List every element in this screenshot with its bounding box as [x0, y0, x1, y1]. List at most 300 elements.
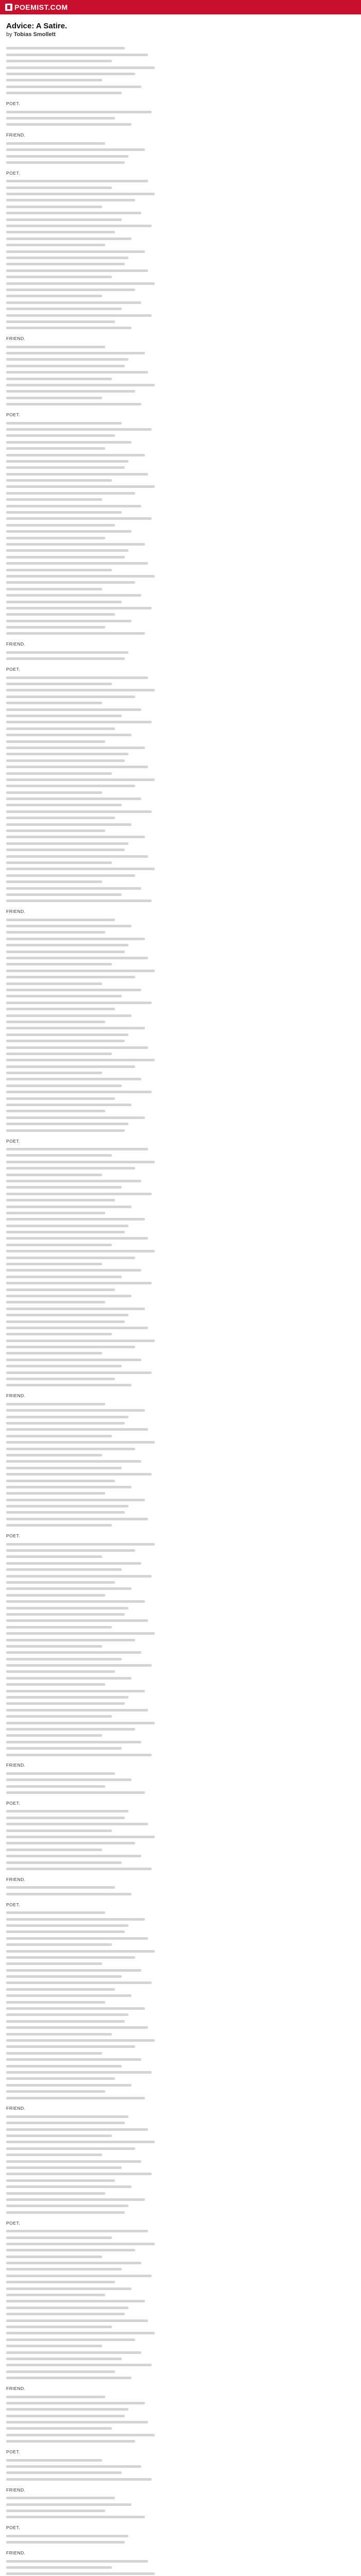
verse-line-placeholder [6, 566, 355, 572]
verse-line-placeholder [6, 2266, 355, 2272]
verse-line-placeholder [6, 521, 355, 528]
verse-line-placeholder [6, 152, 355, 159]
verse-line-placeholder [6, 382, 355, 388]
speaker-label: POET. [6, 2449, 21, 2455]
verse-line-placeholder [6, 2317, 355, 2323]
verse-line-placeholder [6, 2202, 355, 2209]
verse-line-placeholder [6, 470, 355, 477]
stanza [6, 2393, 355, 2444]
stanza [6, 45, 355, 96]
verse-line-placeholder [6, 1229, 355, 1235]
verse-line-placeholder [6, 1681, 355, 1687]
verse-line-placeholder [6, 1165, 355, 1171]
verse-line-placeholder [6, 706, 355, 712]
verse-line-placeholder [6, 2324, 355, 2330]
verse-line-placeholder [6, 2557, 355, 2564]
verse-line-placeholder [6, 2234, 355, 2240]
stanza [6, 419, 355, 636]
verse-line-placeholder [6, 1617, 355, 1623]
verse-line-placeholder [6, 1719, 355, 1725]
verse-line-placeholder [6, 2240, 355, 2246]
verse-line-placeholder [6, 1694, 355, 1700]
verse-line-placeholder [6, 2311, 355, 2317]
verse-line-placeholder [6, 1655, 355, 1662]
verse-line-placeholder [6, 2507, 355, 2514]
verse-line-placeholder [6, 1280, 355, 1286]
verse-line-placeholder [6, 90, 355, 96]
verse-line-placeholder [6, 2190, 355, 2196]
verse-line-placeholder [6, 1979, 355, 1986]
verse-line-placeholder [6, 2164, 355, 2171]
verse-line-placeholder [6, 1572, 355, 1579]
verse-line-placeholder [6, 1992, 355, 1998]
verse-line-placeholder [6, 1261, 355, 1267]
verse-line-placeholder [6, 1732, 355, 1738]
verse-line-placeholder [6, 318, 355, 324]
verse-line-placeholder [6, 2285, 355, 2291]
verse-line-placeholder [6, 999, 355, 1005]
verse-line-placeholder [6, 827, 355, 834]
verse-line-placeholder [6, 604, 355, 611]
verse-line-placeholder [6, 2151, 355, 2158]
verse-line-placeholder [6, 477, 355, 483]
verse-line-placeholder [6, 1152, 355, 1158]
speaker-label: FRIEND. [6, 2550, 26, 2556]
verse-line-placeholder [6, 1407, 355, 1413]
verse-line-placeholder [6, 356, 355, 362]
verse-line-placeholder [6, 496, 355, 502]
speaker-label: FRIEND. [6, 336, 26, 342]
verse-line-placeholder [6, 2177, 355, 2183]
verse-line-placeholder [6, 2037, 355, 2043]
verse-line-placeholder [6, 2456, 355, 2463]
verse-line-placeholder [6, 967, 355, 973]
verse-line-placeholder [6, 1464, 355, 1470]
stanza [6, 1808, 355, 1872]
verse-line-placeholder [6, 713, 355, 719]
verse-line-placeholder [6, 2463, 355, 2469]
verse-line-placeholder [6, 2495, 355, 2501]
verse-line-placeholder [6, 2094, 355, 2100]
stanza [6, 2495, 355, 2520]
speaker-label: POET. [6, 2220, 21, 2226]
verse-line-placeholder [6, 1076, 355, 1082]
verse-line-placeholder [6, 2056, 355, 2062]
verse-line-placeholder [6, 2349, 355, 2355]
stanza [6, 178, 355, 331]
verse-line-placeholder [6, 1814, 355, 1820]
verse-line-placeholder [6, 159, 355, 165]
verse-line-placeholder [6, 1928, 355, 1935]
verse-line-placeholder [6, 1190, 355, 1196]
verse-line-placeholder [6, 1063, 355, 1069]
site-header [0, 0, 361, 14]
verse-line-placeholder [6, 1376, 355, 1382]
verse-line-placeholder [6, 1515, 355, 1521]
poem-title: Advice: A Satire. [6, 22, 68, 30]
verse-line-placeholder [6, 993, 355, 999]
verse-line-placeholder [6, 2419, 355, 2425]
verse-line-placeholder [6, 815, 355, 821]
verse-line-placeholder [6, 83, 355, 89]
verse-line-placeholder [6, 719, 355, 725]
verse-line-placeholder [6, 1503, 355, 1509]
verse-line-placeholder [6, 1012, 355, 1018]
verse-line-placeholder [6, 1184, 355, 1190]
verse-line-placeholder [6, 1954, 355, 1960]
speaker-label: FRIEND. [6, 1762, 26, 1768]
verse-line-placeholder [6, 1935, 355, 1941]
verse-line-placeholder [6, 1197, 355, 1203]
verse-line-placeholder [6, 1432, 355, 1438]
verse-line-placeholder [6, 1553, 355, 1560]
poem-content [0, 14, 361, 2576]
verse-line-placeholder [6, 1630, 355, 1636]
verse-line-placeholder [6, 438, 355, 445]
verse-line-placeholder [6, 2343, 355, 2349]
verse-line-placeholder [6, 203, 355, 209]
verse-line-placeholder [6, 2049, 355, 2056]
verse-line-placeholder [6, 2030, 355, 2037]
verse-line-placeholder [6, 1922, 355, 1928]
verse-line-placeholder [6, 1483, 355, 1489]
verse-line-placeholder [6, 1611, 355, 1617]
verse-line-placeholder [6, 146, 355, 152]
verse-line-placeholder [6, 261, 355, 267]
verse-line-placeholder [6, 1363, 355, 1369]
verse-line-placeholder [6, 1941, 355, 1947]
verse-line-placeholder [6, 445, 355, 451]
verse-line-placeholder [6, 1121, 355, 1127]
verse-line-placeholder [6, 732, 355, 738]
speaker-label: POET. [6, 1801, 21, 1806]
speaker-label: POET. [6, 1902, 21, 1907]
verse-line-placeholder [6, 64, 355, 70]
verse-line-placeholder [6, 955, 355, 961]
verse-line-placeholder [6, 432, 355, 438]
verse-line-placeholder [6, 2081, 355, 2088]
verse-line-placeholder [6, 2304, 355, 2310]
verse-line-placeholder [6, 821, 355, 827]
verse-line-placeholder [6, 394, 355, 400]
verse-line-placeholder [6, 681, 355, 687]
verse-line-placeholder [6, 2018, 355, 2024]
verse-line-placeholder [6, 592, 355, 598]
verse-line-placeholder [6, 2062, 355, 2069]
speaker-label: POET. [6, 412, 21, 418]
speaker-label: FRIEND. [6, 1876, 26, 1882]
speaker-label: POET. [6, 1138, 21, 1144]
verse-line-placeholder [6, 312, 355, 318]
verse-line-placeholder [6, 1452, 355, 1458]
verse-line-placeholder [6, 1713, 355, 1719]
site-logo[interactable] [5, 3, 68, 11]
verse-line-placeholder [6, 757, 355, 763]
verse-line-placeholder [6, 1216, 355, 1222]
stanza [6, 1540, 355, 1757]
verse-line-placeholder [6, 2043, 355, 2049]
verse-line-placeholder [6, 2139, 355, 2145]
stanza [6, 2557, 355, 2576]
verse-line-placeholder [6, 115, 355, 121]
verse-line-placeholder [6, 2532, 355, 2538]
verse-line-placeholder [6, 1827, 355, 1833]
stanza [6, 2228, 355, 2381]
verse-line-placeholder [6, 286, 355, 293]
poemist-logo-icon [5, 4, 12, 11]
verse-line-placeholder [6, 1471, 355, 1477]
verse-line-placeholder [6, 624, 355, 630]
stanza [6, 674, 355, 904]
verse-line-placeholder [6, 738, 355, 744]
verse-line-placeholder [6, 2126, 355, 2132]
verse-line-placeholder [6, 687, 355, 693]
verse-line-placeholder [6, 2431, 355, 2437]
verse-line-placeholder [6, 1636, 355, 1642]
verse-line-placeholder [6, 776, 355, 782]
verse-line-placeholder [6, 306, 355, 312]
verse-line-placeholder [6, 1420, 355, 1426]
poem-body [6, 45, 355, 2576]
verse-line-placeholder [6, 1241, 355, 1247]
verse-line-placeholder [6, 1400, 355, 1406]
verse-line-placeholder [6, 789, 355, 795]
verse-line-placeholder [6, 1006, 355, 1012]
verse-line-placeholder [6, 1248, 355, 1254]
verse-line-placeholder [6, 1909, 355, 1916]
verse-line-placeholder [6, 178, 355, 184]
verse-line-placeholder [6, 725, 355, 731]
poem-byline [6, 31, 355, 38]
verse-line-placeholder [6, 58, 355, 64]
verse-line-placeholder [6, 630, 355, 636]
verse-line-placeholder [6, 71, 355, 77]
stanza [6, 343, 355, 407]
verse-line-placeholder [6, 1642, 355, 1649]
verse-line-placeholder [6, 2196, 355, 2202]
verse-line-placeholder [6, 1751, 355, 1757]
verse-line-placeholder [6, 1547, 355, 1553]
verse-line-placeholder [6, 1158, 355, 1164]
verse-line-placeholder [6, 1821, 355, 1827]
verse-line-placeholder [6, 2438, 355, 2444]
verse-line-placeholder [6, 1808, 355, 1814]
verse-line-placeholder [6, 1178, 355, 1184]
verse-line-placeholder [6, 2120, 355, 2126]
verse-line-placeholder [6, 783, 355, 789]
verse-line-placeholder [6, 1382, 355, 1388]
verse-line-placeholder [6, 2570, 355, 2576]
verse-line-placeholder [6, 929, 355, 935]
verse-line-placeholder [6, 515, 355, 521]
speaker-label: FRIEND. [6, 2106, 26, 2111]
verse-line-placeholder [6, 267, 355, 273]
verse-line-placeholder [6, 1560, 355, 1566]
speaker-label: FRIEND. [6, 2487, 26, 2493]
verse-line-placeholder [6, 509, 355, 515]
verse-line-placeholder [6, 1318, 355, 1324]
verse-line-placeholder [6, 1089, 355, 1095]
verse-line-placeholder [6, 2132, 355, 2139]
verse-line-placeholder [6, 1738, 355, 1744]
verse-line-placeholder [6, 935, 355, 941]
verse-line-placeholder [6, 585, 355, 591]
poem-author: Tobias Smollett [13, 31, 56, 38]
verse-line-placeholder [6, 808, 355, 814]
verse-line-placeholder [6, 1019, 355, 1025]
verse-line-placeholder [6, 655, 355, 662]
verse-line-placeholder [6, 1286, 355, 1292]
verse-line-placeholder [6, 560, 355, 566]
verse-line-placeholder [6, 1305, 355, 1311]
verse-line-placeholder [6, 1890, 355, 1896]
verse-line-placeholder [6, 1986, 355, 1992]
verse-line-placeholder [6, 1973, 355, 1979]
verse-line-placeholder [6, 1312, 355, 1318]
verse-line-placeholder [6, 693, 355, 699]
verse-line-placeholder [6, 1496, 355, 1502]
verse-line-placeholder [6, 573, 355, 579]
verse-line-placeholder [6, 77, 355, 83]
verse-line-placeholder [6, 401, 355, 407]
verse-line-placeholder [6, 255, 355, 261]
verse-line-placeholder [6, 2158, 355, 2164]
verse-line-placeholder [6, 1299, 355, 1305]
verse-line-placeholder [6, 897, 355, 904]
verse-line-placeholder [6, 2145, 355, 2151]
verse-line-placeholder [6, 2375, 355, 2381]
stanza [6, 1146, 355, 1388]
verse-line-placeholder [6, 974, 355, 980]
verse-line-placeholder [6, 388, 355, 394]
verse-line-placeholder [6, 1522, 355, 1528]
verse-line-placeholder [6, 2253, 355, 2259]
speaker-label: FRIEND. [6, 641, 26, 647]
verse-line-placeholder [6, 1998, 355, 2005]
verse-line-placeholder [6, 2399, 355, 2405]
verse-line-placeholder [6, 1254, 355, 1260]
verse-line-placeholder [6, 1070, 355, 1076]
verse-line-placeholder [6, 223, 355, 229]
verse-line-placeholder [6, 2075, 355, 2081]
verse-line-placeholder [6, 846, 355, 853]
verse-line-placeholder [6, 1082, 355, 1088]
verse-line-placeholder [6, 859, 355, 866]
stanza [6, 1884, 355, 1897]
verse-line-placeholder [6, 553, 355, 560]
verse-line-placeholder [6, 2330, 355, 2336]
verse-line-placeholder [6, 2425, 355, 2431]
verse-line-placeholder [6, 2298, 355, 2304]
verse-line-placeholder [6, 369, 355, 375]
verse-line-placeholder [6, 649, 355, 655]
verse-line-placeholder [6, 1700, 355, 1706]
verse-line-placeholder [6, 248, 355, 254]
verse-line-placeholder [6, 1591, 355, 1598]
verse-line-placeholder [6, 2469, 355, 2476]
verse-line-placeholder [6, 878, 355, 885]
verse-line-placeholder [6, 2564, 355, 2570]
verse-line-placeholder [6, 2272, 355, 2278]
verse-line-placeholder [6, 1426, 355, 1432]
verse-line-placeholder [6, 229, 355, 235]
speaker-label: POET. [6, 1533, 21, 1539]
verse-line-placeholder [6, 2406, 355, 2412]
verse-line-placeholder [6, 2412, 355, 2418]
verse-line-placeholder [6, 274, 355, 280]
verse-line-placeholder [6, 674, 355, 680]
verse-line-placeholder [6, 1114, 355, 1120]
verse-line-placeholder [6, 483, 355, 489]
verse-line-placeholder [6, 2501, 355, 2507]
verse-line-placeholder [6, 1439, 355, 1445]
verse-line-placeholder [6, 1540, 355, 1547]
verse-line-placeholder [6, 611, 355, 617]
verse-line-placeholder [6, 885, 355, 891]
verse-line-placeholder [6, 216, 355, 222]
verse-line-placeholder [6, 2514, 355, 2520]
verse-line-placeholder [6, 1235, 355, 1241]
verse-line-placeholder [6, 1859, 355, 1865]
verse-line-placeholder [6, 834, 355, 840]
verse-line-placeholder [6, 1267, 355, 1273]
verse-line-placeholder [6, 1866, 355, 1872]
stanza [6, 1770, 355, 1795]
verse-line-placeholder [6, 1445, 355, 1451]
verse-line-placeholder [6, 1840, 355, 1846]
verse-line-placeholder [6, 362, 355, 368]
verse-line-placeholder [6, 980, 355, 986]
verse-line-placeholder [6, 1293, 355, 1299]
verse-line-placeholder [6, 1789, 355, 1795]
verse-line-placeholder [6, 1101, 355, 1108]
verse-line-placeholder [6, 534, 355, 540]
verse-line-placeholder [6, 1331, 355, 1337]
verse-line-placeholder [6, 293, 355, 299]
verse-line-placeholder [6, 210, 355, 216]
verse-line-placeholder [6, 489, 355, 496]
verse-line-placeholder [6, 350, 355, 356]
verse-line-placeholder [6, 1783, 355, 1789]
verse-line-placeholder [6, 1604, 355, 1611]
verse-line-placeholder [6, 1745, 355, 1751]
verse-line-placeholder [6, 2476, 355, 2482]
verse-line-placeholder [6, 961, 355, 967]
verse-line-placeholder [6, 1038, 355, 1044]
verse-line-placeholder [6, 1222, 355, 1228]
verse-line-placeholder [6, 541, 355, 547]
verse-line-placeholder [6, 598, 355, 604]
verse-line-placeholder [6, 617, 355, 623]
verse-line-placeholder [6, 744, 355, 751]
speaker-label: POET. [6, 667, 21, 672]
speaker-label: POET. [6, 2525, 21, 2531]
verse-line-placeholder [6, 1490, 355, 1496]
verse-line-placeholder [6, 2279, 355, 2285]
verse-line-placeholder [6, 2183, 355, 2190]
verse-line-placeholder [6, 1846, 355, 1852]
verse-line-placeholder [6, 948, 355, 954]
verse-line-placeholder [6, 1834, 355, 1840]
verse-line-placeholder [6, 2368, 355, 2374]
verse-line-placeholder [6, 1273, 355, 1279]
verse-line-placeholder [6, 2069, 355, 2075]
speaker-label: POET. [6, 101, 21, 107]
verse-line-placeholder [6, 1585, 355, 1591]
verse-line-placeholder [6, 375, 355, 381]
verse-line-placeholder [6, 325, 355, 331]
verse-line-placeholder [6, 184, 355, 190]
